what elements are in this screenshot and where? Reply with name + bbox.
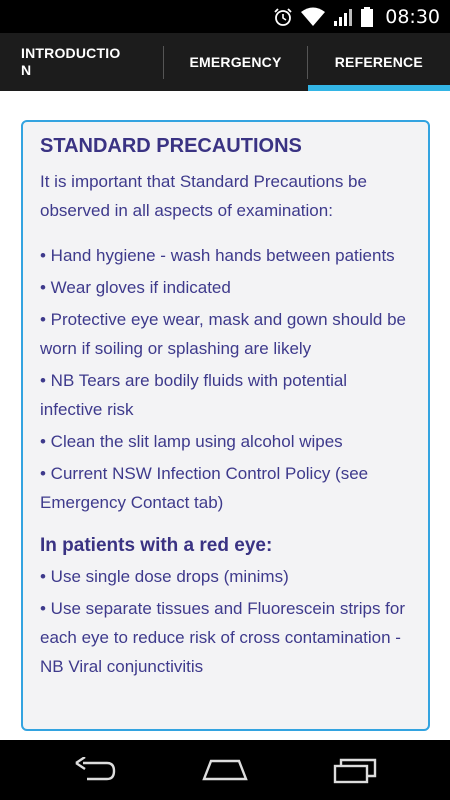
status-time: 08:30 <box>385 5 440 28</box>
status-bar <box>0 0 450 33</box>
signal-icon <box>333 7 353 27</box>
tab-emergency[interactable] <box>164 33 306 91</box>
list-item: • Clean the slit lamp using alcohol wipes <box>40 432 343 451</box>
list-item: • NB Tears are bodily fluids with potential infective risk <box>40 371 348 419</box>
precautions-card <box>21 120 430 731</box>
content-area[interactable] <box>0 91 450 740</box>
tab-reference-label: REFERENCE <box>334 53 423 70</box>
battery-icon <box>361 7 373 27</box>
list-item: • Current NSW Infection Control Policy (see Emergency Contact tab) <box>40 464 369 512</box>
list-item: • Hand hygiene - wash hands between patients <box>40 246 395 265</box>
card-intro: It is important that Standard Precautions be observed in all aspects of examination: <box>40 172 367 220</box>
wifi-icon <box>301 7 325 27</box>
card-subtitle: In patients with a red eye: <box>40 535 273 556</box>
alarm-icon <box>273 7 293 27</box>
list-item: • Use separate tissues and Fluorescein strips for each eye to reduce risk of cross contamination - NB Viral conjunctivitis <box>40 599 406 676</box>
tab-introduction-label: INTRODUCTION <box>21 45 121 78</box>
list-item: • Use single dose drops (minims) <box>40 567 289 586</box>
tab-reference[interactable] <box>308 33 450 91</box>
list-item: • Wear gloves if indicated <box>40 278 231 297</box>
list-item: • Protective eye wear, mask and gown should be worn if soiling or splashing are likely <box>40 310 406 358</box>
tab-introduction[interactable] <box>0 33 163 91</box>
home-icon[interactable] <box>185 745 265 795</box>
nav-bar <box>0 740 450 800</box>
tab-bar <box>0 33 450 91</box>
recent-apps-icon[interactable] <box>315 745 395 795</box>
card-title: STANDARD PRECAUTIONS <box>40 135 302 157</box>
back-icon[interactable] <box>55 745 135 795</box>
tab-emergency-label: EMERGENCY <box>189 53 282 70</box>
